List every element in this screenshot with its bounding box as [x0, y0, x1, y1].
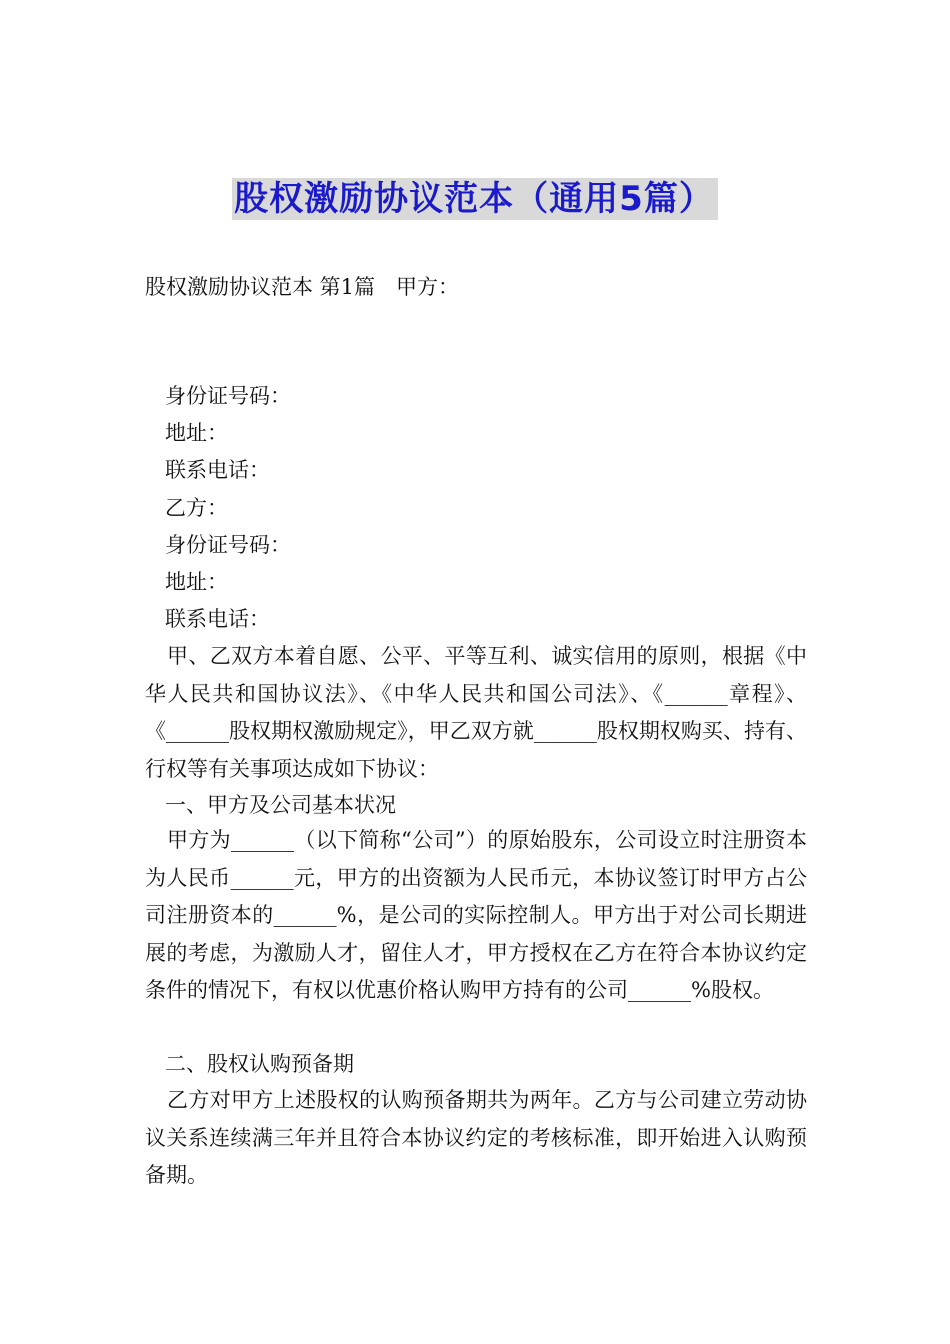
intro-paragraph: 甲、乙双方本着自愿、公平、平等互利、诚实信用的原则，根据《中华人民共和国协议法》、《中华人民共和国公司法》、《______章程》、《______股权期权激励规定》，甲乙双方就______股权期权购买、持有、行权等有关事项达成如下协议： — [145, 644, 807, 781]
title-container — [0, 178, 950, 220]
section-1-heading: 一、甲方及公司基本状况 — [165, 793, 396, 817]
section-2-heading: 二、股权认购预备期 — [165, 1052, 354, 1076]
party-b-id-number-label: 身份证号码： — [165, 533, 291, 557]
party-a-address-label: 地址： — [165, 421, 228, 445]
party-b-phone-label: 联系电话： — [165, 607, 270, 631]
document-subtitle: 股权激励协议范本 第1篇 甲方： — [145, 275, 460, 299]
section-2-body: 乙方对甲方上述股权的认购预备期共为两年。乙方与公司建立劳动协议关系连续满三年并且符合本协议约定的考核标准，即开始进入认购预备期。 — [145, 1088, 807, 1187]
section-1-body: 甲方为______（以下简称“公司”）的原始股东，公司设立时注册资本为人民币______元，甲方的出资额为人民币元，本协议签订时甲方占公司注册资本的______%，是公司的实际控制人。甲方出于对公司长期进展的考虑，为激励人才，留住人才，甲方授权在乙方在符合本协议约定条件的情况下，有权以优惠价格认购甲方持有的公司______%股权。 — [145, 828, 807, 1002]
party-b-address-label: 地址： — [165, 570, 228, 594]
party-a-id-number-label: 身份证号码： — [165, 384, 291, 408]
party-a-phone-label: 联系电话： — [165, 458, 270, 482]
document-title: 股权激励协议范本（通用5篇） — [232, 178, 718, 220]
party-b-label: 乙方： — [165, 496, 228, 520]
